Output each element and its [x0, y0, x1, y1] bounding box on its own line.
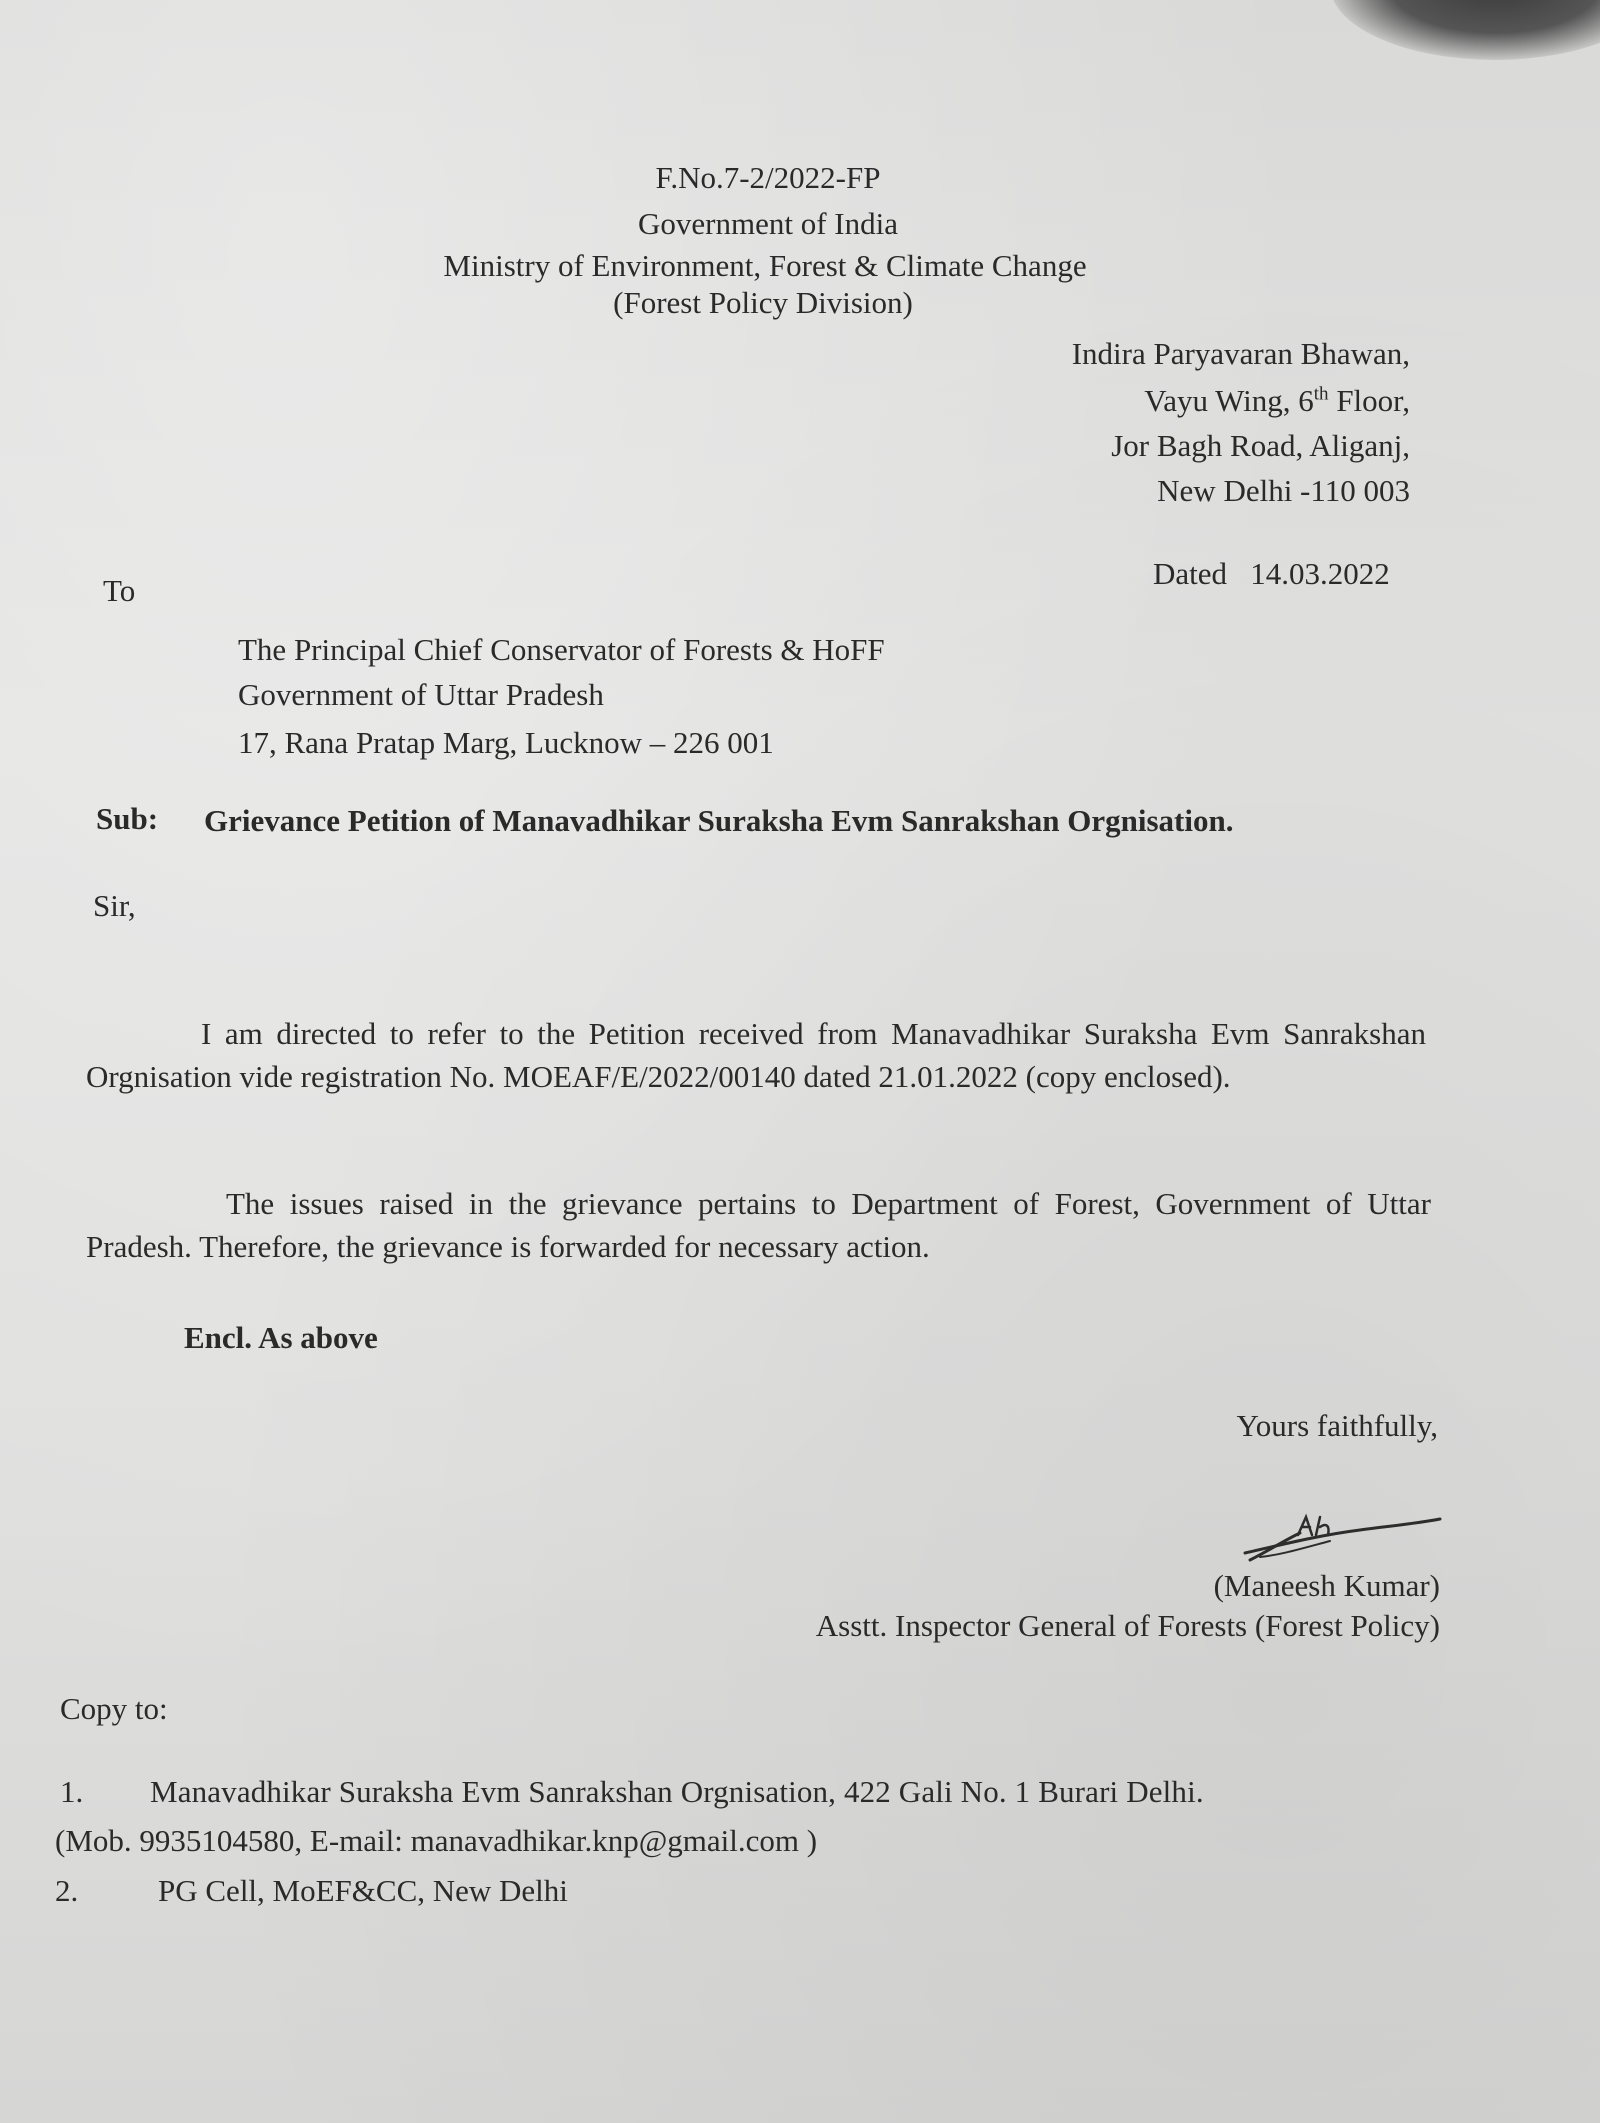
recipient-line-2: Government of Uttar Pradesh [238, 677, 604, 712]
recipient-line-1: The Principal Chief Conservator of Forests & HoFF [238, 632, 885, 667]
body-paragraph-1: I am directed to refer to the Petition received from Manavadhikar Suraksha Evm Sanrakshan Orgnisation vide registration No. MOEAF/E/2022/00140 dated 21.01.2022 (copy enclosed). [86, 1016, 1426, 1094]
salutation: Sir, [93, 888, 136, 923]
file-number: F.No.7-2/2022-FP [655, 160, 881, 195]
signatory-designation: Asstt. Inspector General of Forests (Forest Policy) [815, 1608, 1440, 1643]
subject-label: Sub: [96, 801, 159, 836]
sign-off: Yours faithfully, [1236, 1408, 1438, 1443]
copy-to-item-2: 2. PG Cell, MoEF&CC, New Delhi [55, 1873, 568, 1908]
signatory-name: (Maneesh Kumar) [1213, 1568, 1440, 1603]
address-line-3: Jor Bagh Road, Aliganj, [1111, 428, 1410, 463]
recipient-line-3: 17, Rana Pratap Marg, Lucknow – 226 001 [238, 725, 774, 760]
camera-shadow [1330, 0, 1600, 60]
copy-to-item-1-line-2: (Mob. 9935104580, E-mail: manavadhikar.knp@gmail.com ) [55, 1823, 818, 1858]
body-paragraph-2: The issues raised in the grievance pertains to Department of Forest, Government of Uttar Pradesh. Therefore, the grievance is forwarded for necessary action. [86, 1186, 1431, 1264]
date-line: Dated 14.03.2022 [1153, 556, 1390, 591]
signature-mark [1240, 1505, 1445, 1575]
address-line-4: New Delhi -110 003 [1157, 473, 1410, 508]
to-label: To [103, 573, 136, 608]
division-name: (Forest Policy Division) [613, 285, 913, 320]
enclosure-note: Encl. As above [184, 1320, 378, 1355]
copy-to-item-1-line-1: 1. Manavadhikar Suraksha Evm Sanrakshan Orgnisation, 422 Gali No. 1 Burari Delhi. [60, 1774, 1204, 1809]
ministry-name: Ministry of Environment, Forest & Climate Change [443, 248, 1087, 283]
address-line-1: Indira Paryavaran Bhawan, [1071, 336, 1410, 371]
subject-text: Grievance Petition of Manavadhikar Suraksha Evm Sanrakshan Orgnisation. [204, 803, 1234, 838]
copy-to-label: Copy to: [60, 1691, 168, 1726]
government-name: Government of India [638, 206, 898, 241]
address-line-2: Vayu Wing, 6th Floor, [1144, 383, 1410, 418]
